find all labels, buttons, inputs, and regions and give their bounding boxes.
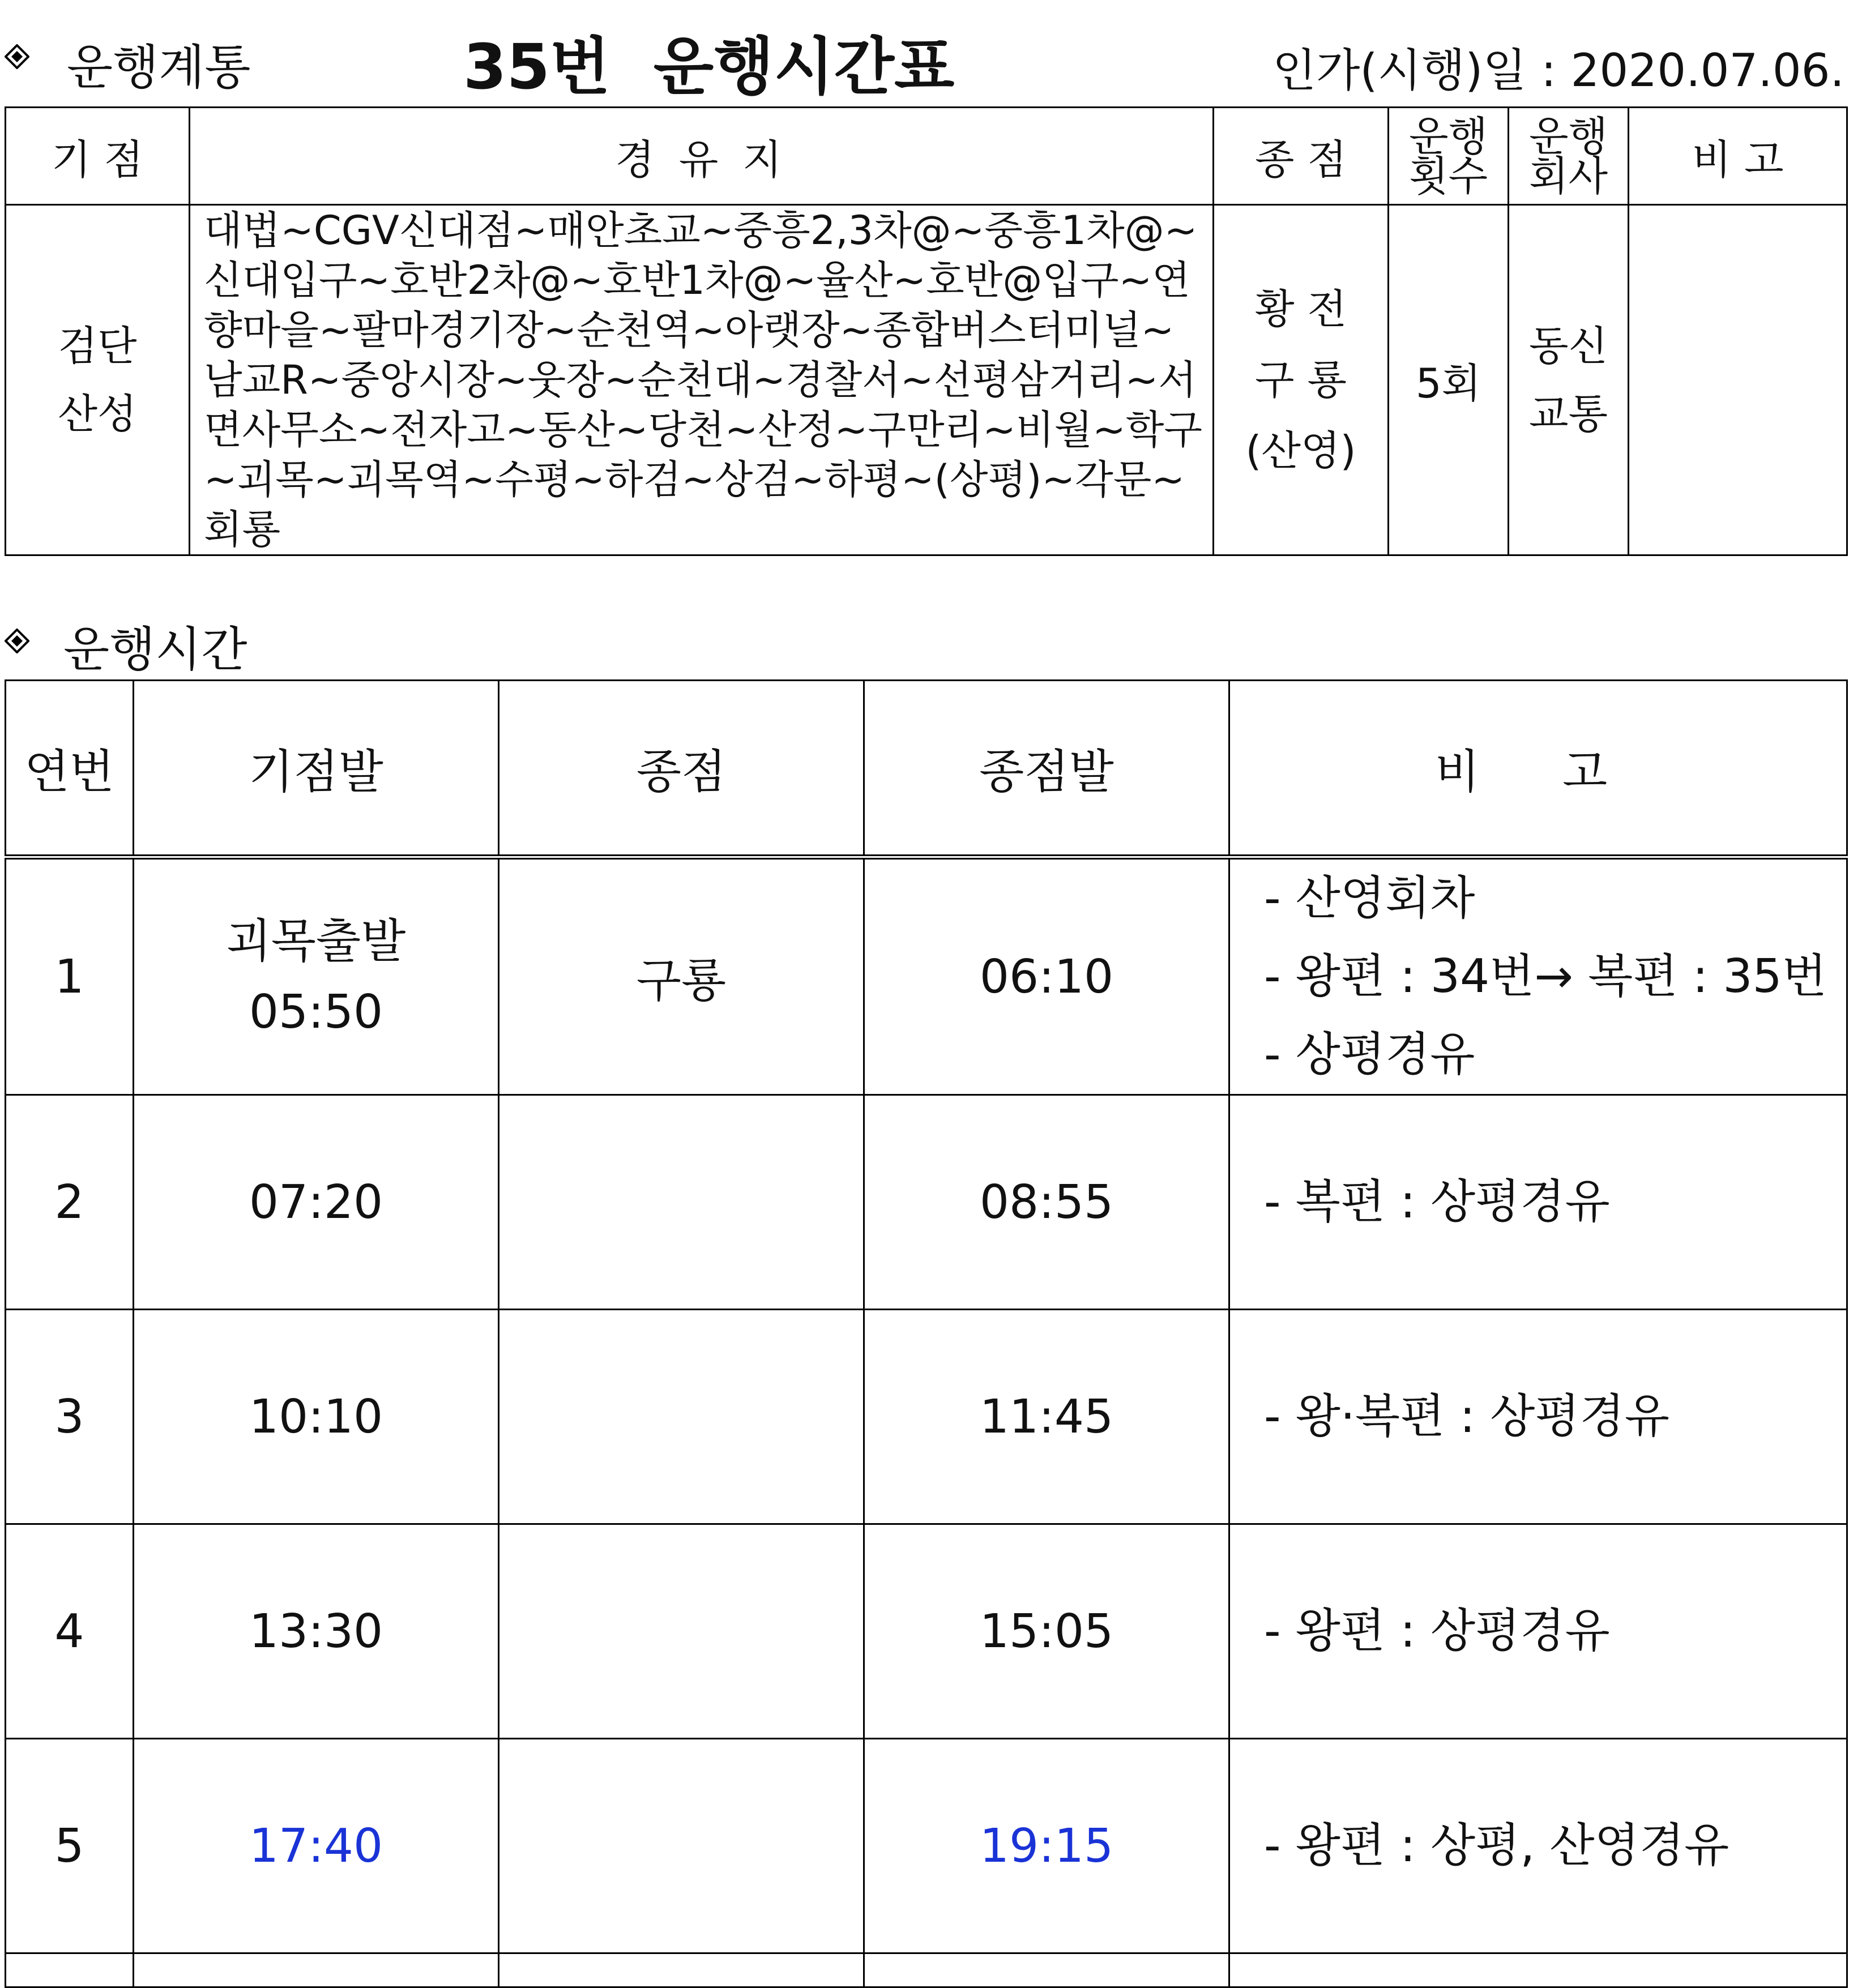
diamond-bullet-icon xyxy=(5,629,29,653)
route-header-row xyxy=(6,108,1847,205)
row-no: 4 xyxy=(6,1524,134,1739)
route-table xyxy=(5,106,1848,556)
schedule-row-empty xyxy=(6,1953,1847,1987)
terminus-cell xyxy=(499,1310,864,1524)
header-origin: 기 점 xyxy=(6,108,190,205)
trips-count: 5회 xyxy=(1389,205,1509,555)
row-no: 2 xyxy=(6,1095,134,1310)
header-terminus: 종점 xyxy=(499,681,864,857)
company-line1: 동신 xyxy=(1528,322,1608,370)
remarks-cell xyxy=(1229,1524,1847,1739)
terminus-cell: 구룡 xyxy=(499,857,864,1095)
origin-line2: 산성 xyxy=(58,390,137,438)
company-line2: 교통 xyxy=(1528,390,1608,438)
section-label-route: 운행계통 xyxy=(67,40,251,95)
row-no-empty xyxy=(6,1953,134,1987)
remark-line: - 산영회차 xyxy=(1264,871,1475,925)
header-terminus: 종 점 xyxy=(1214,108,1389,205)
depart-time: 10:10 xyxy=(134,1310,499,1524)
schedule-row xyxy=(6,857,1847,1095)
depart-time: 05:50 xyxy=(249,985,383,1039)
return-time: 06:10 xyxy=(864,857,1229,1095)
depart-time: 17:40 xyxy=(134,1739,499,1953)
company-cell xyxy=(1509,205,1629,555)
depart-time: 13:30 xyxy=(134,1524,499,1739)
depart-time: 07:20 xyxy=(134,1095,499,1310)
schedule-row xyxy=(6,1095,1847,1310)
return-empty xyxy=(864,1953,1229,1987)
terminus-line1: 황 전 xyxy=(1255,285,1347,333)
header-trips xyxy=(1389,108,1509,205)
terminus-cell xyxy=(499,1095,864,1310)
terminus-cell xyxy=(1214,205,1389,555)
header-company-line1: 운행 xyxy=(1528,112,1608,160)
schedule-row xyxy=(6,1524,1847,1739)
header-trips-line2: 횟수 xyxy=(1408,152,1488,200)
terminus-cell xyxy=(499,1524,864,1739)
remarks-cell xyxy=(1229,1739,1847,1953)
remark-line: - 왕편 : 상평경유 xyxy=(1264,1604,1610,1658)
route-row xyxy=(6,205,1847,555)
remark-line: - 복편 : 상평경유 xyxy=(1264,1175,1610,1229)
header-return: 종점발 xyxy=(864,681,1229,857)
remark-line: - 왕·복편 : 상평경유 xyxy=(1264,1390,1669,1443)
terminus-empty xyxy=(499,1953,864,1987)
header-remarks: 비 고 xyxy=(1229,681,1847,857)
origin-cell xyxy=(6,205,190,555)
depart-empty xyxy=(134,1953,499,1987)
header-trips-line1: 운행 xyxy=(1408,112,1488,160)
terminus-line2: 구 룡 xyxy=(1255,356,1347,404)
terminus-line3: (산영) xyxy=(1245,426,1356,474)
remark-line: - 상평경유 xyxy=(1264,1028,1475,1081)
depart-line1: 괴목출발 xyxy=(226,914,406,968)
header-company xyxy=(1509,108,1629,205)
page-title: 35번 운행시간표 xyxy=(463,31,955,103)
row-no: 5 xyxy=(6,1739,134,1953)
header-no: 연번 xyxy=(6,681,134,857)
header-remarks: 비 고 xyxy=(1629,108,1847,205)
remarks-cell xyxy=(1229,1310,1847,1524)
route-remarks xyxy=(1629,205,1847,555)
row-no: 3 xyxy=(6,1310,134,1524)
return-time: 11:45 xyxy=(864,1310,1229,1524)
section-label-schedule: 운행시간 xyxy=(63,622,247,677)
return-time: 08:55 xyxy=(864,1095,1229,1310)
remarks-cell xyxy=(1229,1095,1847,1310)
remark-line: - 왕편 : 34번→ 복편 : 35번 xyxy=(1264,950,1827,1003)
header-company-line2: 회사 xyxy=(1528,152,1608,200)
header-depart: 기점발 xyxy=(134,681,499,857)
return-time: 19:15 xyxy=(864,1739,1229,1953)
remarks-cell xyxy=(1229,857,1847,1095)
header-via: 경 유 지 xyxy=(190,108,1214,205)
schedule-row xyxy=(6,1310,1847,1524)
diamond-bullet-icon xyxy=(5,44,29,69)
origin-line1: 검단 xyxy=(58,322,137,370)
remarks-empty xyxy=(1229,1953,1847,1987)
schedule-row xyxy=(6,1739,1847,1953)
terminus-cell xyxy=(499,1739,864,1953)
effective-date: 인가(시행)일 : 2020.07.06. xyxy=(1272,44,1844,97)
return-time: 15:05 xyxy=(864,1524,1229,1739)
schedule-table xyxy=(5,679,1848,1988)
row-no: 1 xyxy=(6,857,134,1095)
schedule-header-row xyxy=(6,681,1847,857)
depart-cell xyxy=(134,857,499,1095)
remark-line: - 왕편 : 상평, 산영경유 xyxy=(1264,1819,1730,1872)
via-stops: 대법~CGV신대점~매안초교~중흥2,3차@~중흥1차@~신대입구~호반2차@~호반1차@~율산~호반@입구~연향마을~팔마경기장~순천역~아랫장~종합버스터미널~남교R~중앙시장~웃장~순천대~경찰서~선평삼거리~서면사무소~전자고~동산~당천~산정~구만리~비월~학구~괴목~괴목역~수평~하검~상검~하평~(상평)~각문~회룡 xyxy=(190,205,1214,555)
